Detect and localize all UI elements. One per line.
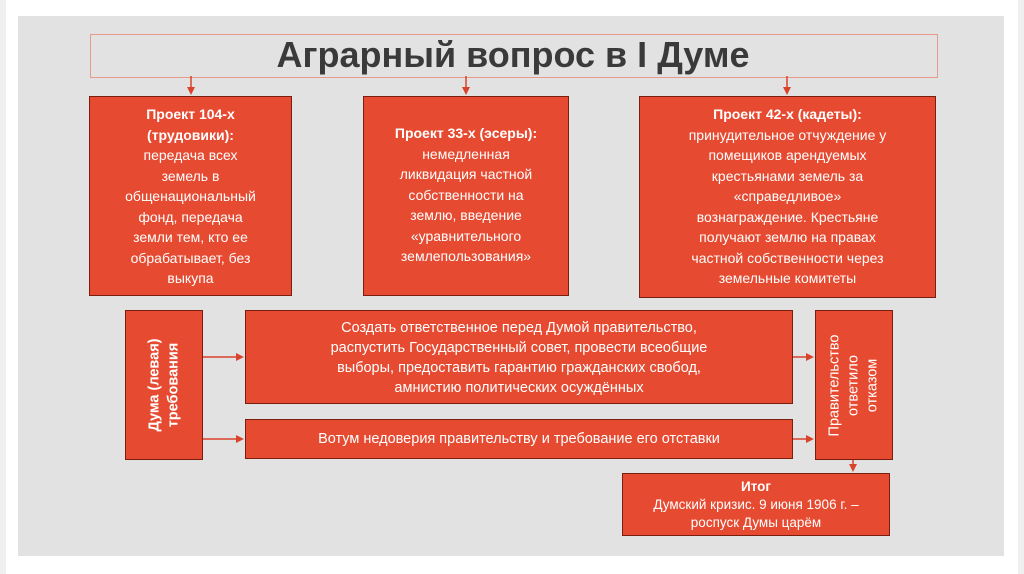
demand-line: амнистию политических осуждённых bbox=[394, 380, 644, 396]
project-33-body-line: собственности на bbox=[408, 186, 524, 203]
project-104-head-line: (трудовики): bbox=[147, 126, 234, 143]
demand-line: распустить Государственный совет, провести всеобщие bbox=[330, 340, 708, 356]
project-104-body-line: выкупа bbox=[167, 270, 214, 286]
project-42-body-line: земельные комитеты bbox=[718, 270, 857, 286]
duma-demands-box bbox=[125, 310, 203, 460]
project-42-body-line: получают землю на правах bbox=[699, 229, 876, 245]
vote-no-confidence-text: Вотум недоверия правительству и требование его отставки bbox=[318, 431, 720, 447]
project-104-body-line: земли тем, кто ее bbox=[133, 229, 248, 245]
project-33-body-line: ликвидация частной bbox=[399, 166, 533, 182]
project-42-body-line: вознаграждение. Крестьяне bbox=[696, 208, 879, 225]
right-edge-strip bbox=[1018, 0, 1024, 574]
project-33-body-line: землю, введение bbox=[410, 207, 522, 223]
left-edge-strip bbox=[0, 0, 6, 574]
project-42-box bbox=[639, 96, 936, 298]
result-head: Итог bbox=[740, 479, 771, 494]
result-line: Думский кризис. 9 июня 1906 г. – bbox=[653, 497, 859, 512]
project-104-body-line: земель в bbox=[161, 167, 220, 184]
project-33-body-line: немедленная bbox=[422, 145, 510, 162]
project-104-body-line: общенациональный bbox=[125, 188, 256, 204]
duma-demands-label bbox=[145, 339, 183, 432]
vote-no-confidence-box bbox=[245, 419, 793, 459]
project-33-box bbox=[363, 96, 569, 296]
demand-line: Создать ответственное перед Думой правительство, bbox=[341, 320, 697, 336]
duma-label-line: требования bbox=[165, 342, 181, 428]
project-33-body-line: землепользования» bbox=[400, 248, 532, 264]
project-42-body-line: частной собственности через bbox=[691, 249, 884, 266]
demands-main-box bbox=[245, 310, 793, 404]
slide-title: Аграрный вопрос в I Думе bbox=[276, 34, 750, 75]
duma-label-line: Дума (левая) bbox=[146, 338, 162, 432]
government-refusal-label bbox=[826, 334, 883, 436]
government-label-line: отказом bbox=[864, 358, 881, 412]
result-line: роспуск Думы царём bbox=[690, 515, 822, 530]
project-104-body-line: фонд, передача bbox=[138, 208, 243, 225]
government-label-line: Правительство bbox=[826, 334, 843, 436]
project-104-box bbox=[89, 96, 292, 296]
project-42-head-line: Проект 42-х (кадеты): bbox=[713, 106, 862, 122]
project-104-body-line: передача всех bbox=[143, 147, 238, 163]
project-42-body-line: «справедливое» bbox=[733, 188, 842, 204]
demand-line: выборы, предоставить гарантию гражданских свобод, bbox=[337, 360, 701, 376]
project-33-head-line: Проект 33-х (эсеры): bbox=[394, 125, 538, 141]
project-42-body-line: принудительное отчуждение у bbox=[688, 126, 887, 143]
government-label-line: ответило bbox=[845, 354, 862, 416]
project-104-body-line: обрабатывает, без bbox=[130, 249, 251, 266]
result-box bbox=[622, 473, 890, 536]
project-104-head-line: Проект 104-х bbox=[146, 106, 235, 122]
project-42-body-line: крестьянами земель за bbox=[711, 167, 864, 184]
project-33-body-line: «уравнительного bbox=[410, 227, 522, 244]
project-42-body-line: помещиков арендуемых bbox=[708, 147, 867, 163]
government-refusal-box bbox=[815, 310, 893, 460]
